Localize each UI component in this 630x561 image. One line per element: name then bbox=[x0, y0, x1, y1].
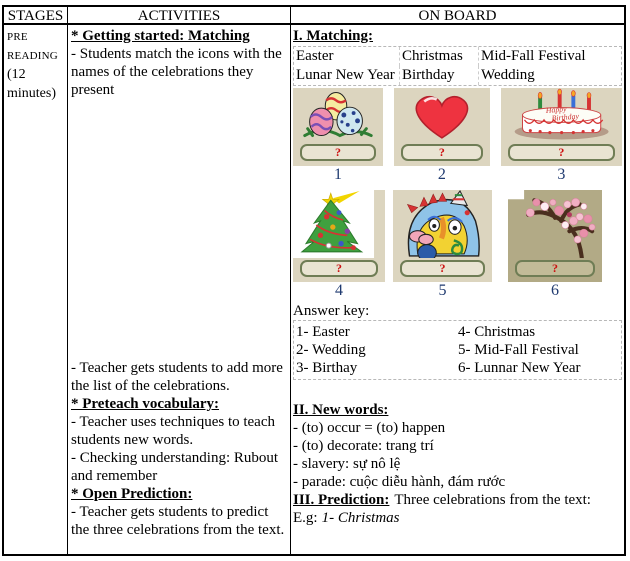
word-bank bbox=[293, 46, 622, 86]
birthday-cake-icon bbox=[501, 88, 622, 142]
picture-1-answer-box[interactable]: ? bbox=[300, 144, 376, 161]
svg-text:Happy: Happy bbox=[545, 104, 567, 116]
new-word-item: - parade: cuộc diễu hành, đám rước bbox=[293, 474, 506, 490]
lesson-plan-table bbox=[2, 5, 626, 556]
stage-duration: (12 minutes) bbox=[7, 67, 56, 101]
stages-cell bbox=[4, 25, 68, 554]
new-words-heading: II. New words: bbox=[293, 402, 389, 418]
word-bank-item: Mid-Fall Festival bbox=[481, 48, 586, 64]
activities-cell bbox=[68, 25, 291, 554]
picture-cell-3 bbox=[501, 88, 622, 184]
activity-text: - Teacher uses techniques to teach students new words. bbox=[71, 414, 276, 448]
word-bank-item: Christmas bbox=[400, 47, 479, 66]
activity-text: - Teacher gets students to predict the three celebrations from the text. bbox=[71, 504, 285, 538]
example-value: 1- Christmas bbox=[321, 510, 400, 526]
easter-eggs-icon bbox=[293, 88, 383, 142]
picture-cell-6 bbox=[508, 190, 602, 300]
picture-6-answer-box[interactable]: ? bbox=[515, 260, 595, 277]
answer-key-item: 6- Lunnar New Year bbox=[458, 360, 581, 376]
svg-text:Birthday: Birthday bbox=[550, 111, 580, 123]
new-word-item: - (to) decorate: trang trí bbox=[293, 438, 434, 454]
on-board-cell bbox=[291, 25, 624, 554]
answer-key-item: 5- Mid-Fall Festival bbox=[458, 342, 579, 358]
activity-heading: * Getting started: Matching bbox=[71, 28, 250, 44]
mid-fall-mask-icon bbox=[393, 190, 492, 258]
word-bank-item: Birthday bbox=[400, 66, 479, 85]
picture-2-answer-box[interactable]: ? bbox=[401, 144, 483, 161]
new-word-item: - (to) occur = (to) happen bbox=[293, 420, 446, 436]
picture-row-2 bbox=[293, 190, 622, 300]
column-header-on-board: ON BOARD bbox=[291, 7, 624, 25]
activity-text: - Teacher gets students to add more the list of the celebrations. bbox=[71, 360, 283, 394]
heart-icon bbox=[394, 88, 490, 142]
picture-cell-2 bbox=[394, 88, 490, 184]
activity-heading: * Preteach vocabulary: bbox=[71, 396, 220, 412]
new-word-item: - slavery: sự nô lệ bbox=[293, 456, 401, 472]
picture-number: 5 bbox=[438, 282, 447, 299]
picture-4-answer-box[interactable]: ? bbox=[300, 260, 378, 277]
prediction-text: Three celebrations from the text: bbox=[394, 492, 591, 508]
picture-5-answer-box[interactable]: ? bbox=[400, 260, 485, 277]
matching-heading: I. Matching: bbox=[293, 28, 373, 44]
activity-text: - Checking understanding: Rubout and remember bbox=[71, 450, 279, 484]
answer-key-item: 1- Easter bbox=[296, 324, 350, 340]
picture-number: 1 bbox=[333, 166, 342, 183]
picture-number: 2 bbox=[437, 166, 446, 183]
picture-cell-5 bbox=[393, 190, 492, 300]
picture-row-1 bbox=[293, 88, 622, 184]
picture-cell-1 bbox=[293, 88, 383, 184]
answer-key-label: Answer key: bbox=[293, 303, 370, 319]
answer-key-item: 4- Christmas bbox=[458, 324, 536, 340]
answer-key-item: 3- Birthay bbox=[296, 360, 358, 376]
picture-number: 6 bbox=[551, 282, 559, 299]
activity-text: - Students match the icons with the names of the celebrations they present bbox=[71, 46, 282, 98]
picture-number: 4 bbox=[335, 282, 343, 299]
prediction-heading: III. Prediction: bbox=[293, 492, 390, 508]
picture-3-answer-box[interactable]: ? bbox=[508, 144, 615, 161]
answer-key bbox=[293, 320, 622, 380]
example-prefix: E.g: bbox=[293, 510, 318, 526]
word-bank-item: Wedding bbox=[481, 67, 535, 83]
word-bank-item: Easter bbox=[294, 47, 400, 66]
stage-name: PRE READING bbox=[7, 31, 58, 62]
christmas-tree-icon bbox=[293, 190, 385, 258]
blossom-branch-icon bbox=[508, 190, 602, 258]
answer-key-item: 2- Wedding bbox=[296, 342, 366, 358]
word-bank-item: Lunar New Year bbox=[294, 66, 400, 85]
column-header-activities: ACTIVITIES bbox=[68, 7, 291, 25]
picture-number: 3 bbox=[557, 166, 566, 183]
activity-heading: * Open Prediction: bbox=[71, 486, 193, 502]
picture-cell-4 bbox=[293, 190, 385, 300]
column-header-stages: STAGES bbox=[4, 7, 68, 25]
